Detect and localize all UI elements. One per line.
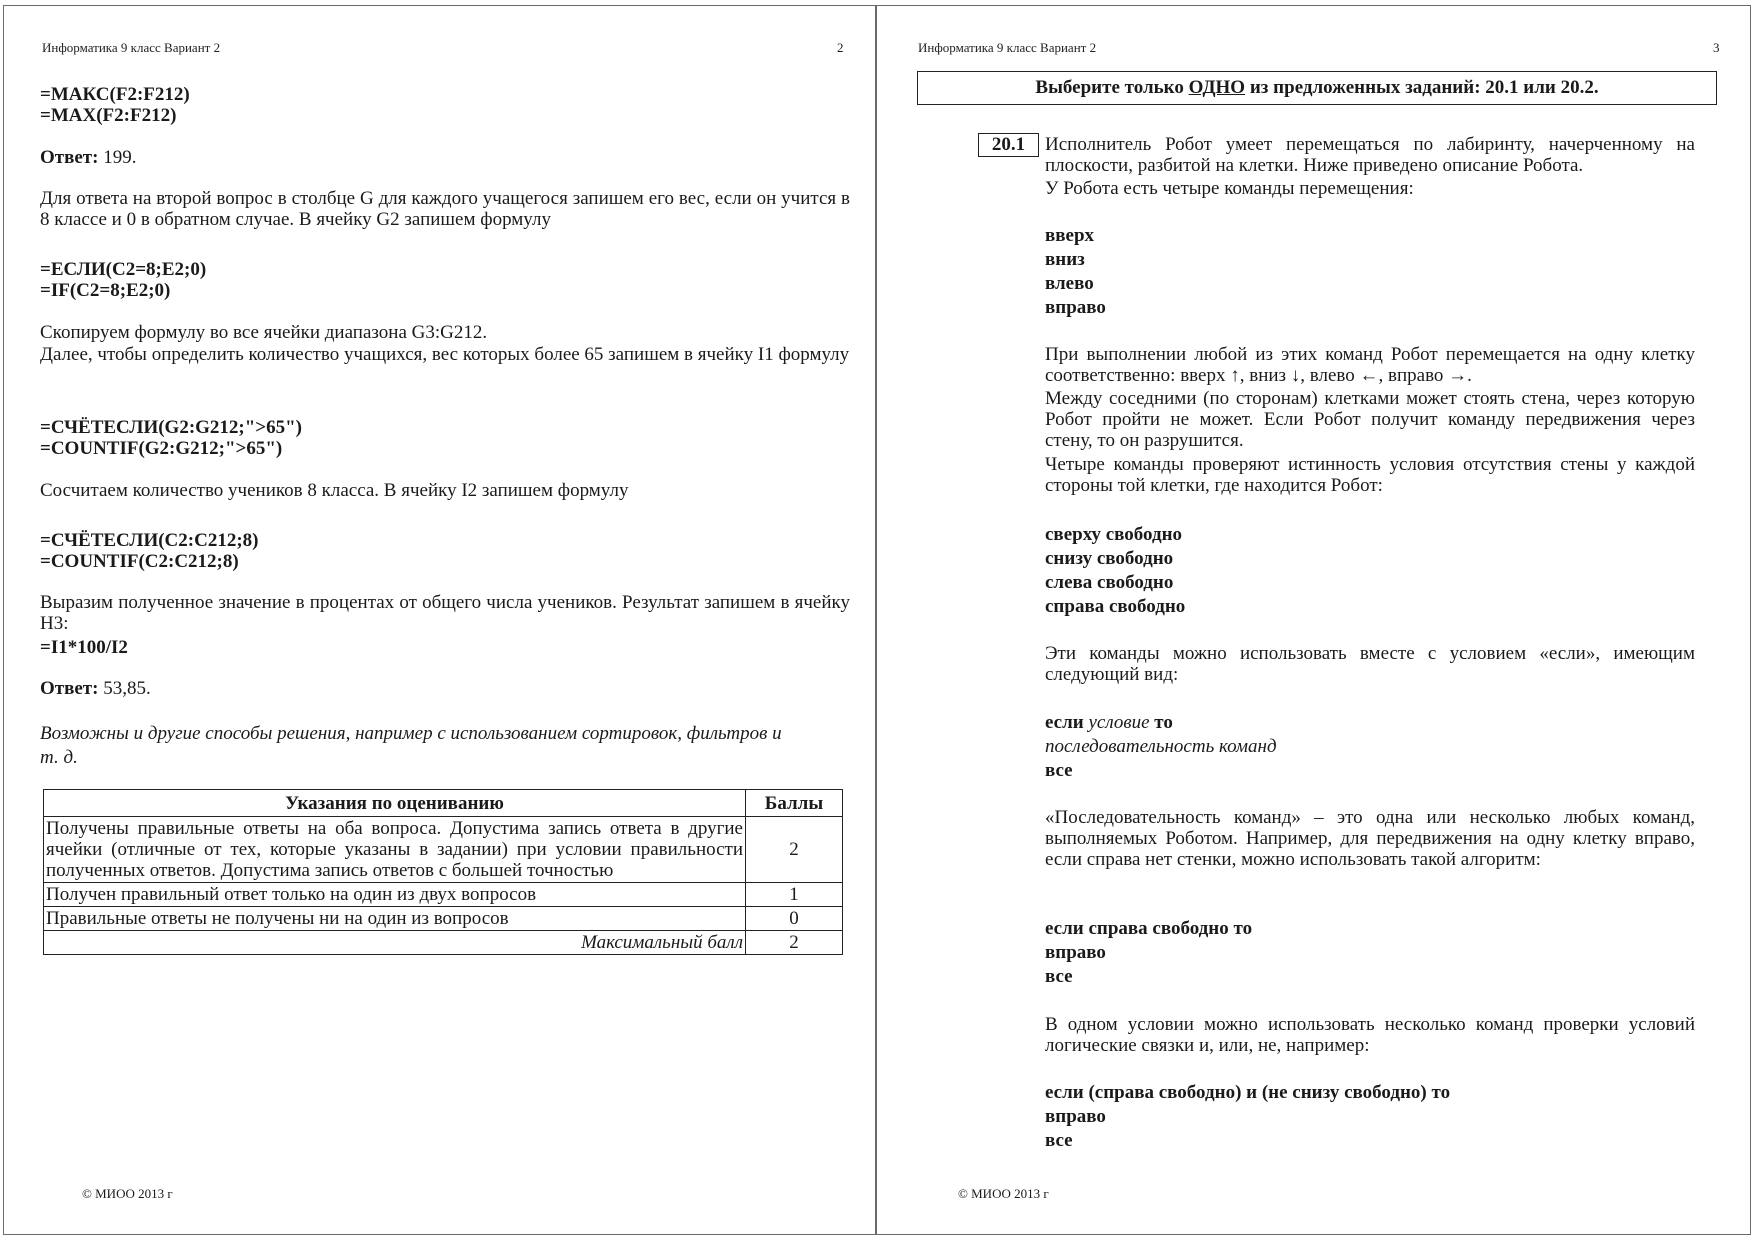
command-down: вниз: [1045, 249, 1085, 270]
points-cell: 1: [746, 883, 843, 907]
paragraph-g-column: Для ответа на второй вопрос в столбце G для каждого учащегося запишем его вес, если он учится в 8 классе и 0 в обратном случае. В ячейку G2 запишем формулу: [40, 188, 850, 230]
page-number: 3: [1713, 40, 1720, 55]
table-max-row: [44, 931, 843, 955]
criteria-cell: Получен правильный ответ только на один из двух вопросов: [44, 883, 746, 907]
command-left: влево: [1045, 273, 1094, 294]
grading-table: [43, 789, 843, 955]
page-header: Информатика 9 класс Вариант 2: [42, 40, 221, 55]
formula-countif-weight: =СЧЁТЕСЛИ(G2:G212;">65") =COUNTIF(G2:G212;">65"): [40, 417, 303, 459]
table-row: [44, 817, 843, 883]
command-right: вправо: [1045, 297, 1106, 318]
paragraph-if: Эти команды можно использовать вместе с условием «если», имеющим следующий вид:: [1045, 643, 1695, 685]
page-number: 2: [837, 40, 844, 55]
criteria-cell: Получены правильные ответы на оба вопроса. Допустима запись ответа в другие ячейки (отличные от тех, которые указаны в задании) при условии правильности полученных ответов. Допустима запись ответов с большей точностью: [44, 817, 746, 883]
choose-task-banner: Выберите только ОДНО из предложенных заданий: 20.1 или 20.2.: [917, 71, 1717, 105]
formula-if: =ЕСЛИ(C2=8;E2;0) =IF(C2=8;E2;0): [40, 259, 207, 301]
paragraph-wall: Между соседними (по сторонам) клетками может стоять стена, через которую Робот пройти не может. Если Робот получит команду передвижения через стену, то он разрушится.: [1045, 388, 1695, 451]
paragraph-move: При выполнении любой из этих команд Робот перемещается на одну клетку соответственно: вверх ↑, вниз ↓, влево ←, вправо →.: [1045, 344, 1695, 386]
paragraph-check: Четыре команды проверяют истинность условия отсутствия стены у каждой стороны той клетки, где находится Робот:: [1045, 454, 1695, 496]
paragraph-count: Далее, чтобы определить количество учащихся, вес которых более 65 запишем в ячейку I1 формулу: [40, 344, 850, 365]
task-number-box: 20.1: [978, 133, 1039, 157]
note-other-methods: Возможны и другие способы решения, например с использованием сортировок, фильтров и т. д.: [40, 723, 782, 768]
page-footer: © МИОО 2013 г: [958, 1186, 1049, 1201]
table-row: [44, 907, 843, 931]
example-1: если справа свободно то вправо все: [1045, 918, 1253, 987]
task-intro-2: У Робота есть четыре команды перемещения:: [1045, 178, 1414, 199]
paragraph-logic: В одном условии можно использовать несколько команд проверки условий логические связки и, или, не, например:: [1045, 1014, 1695, 1056]
move-commands: [1045, 224, 1106, 320]
criteria-cell: Правильные ответы не получены ни на один из вопросов: [44, 907, 746, 931]
answer-2: Ответ: 53,85.: [40, 678, 151, 699]
paragraph-sequence: «Последовательность команд» – это одна или несколько любых команд, выполняемых Роботом. Например, для передвижения на одну клетку вправо, если справа нет стенки, можно использовать такой алгоритм:: [1045, 807, 1695, 870]
points-cell: 2: [746, 817, 843, 883]
formula-percent: =I1*100/I2: [40, 637, 128, 658]
max-label-cell: Максимальный балл: [44, 931, 746, 955]
table-header-row: [44, 790, 843, 817]
header-criteria: Указания по оцениванию: [44, 790, 746, 817]
paragraph-students: Сосчитаем количество учеников 8 класса. В ячейку I2 запишем формулу: [40, 480, 629, 501]
formula-max: =МАКС(F2:F212) =MAX(F2:F212): [40, 84, 190, 126]
paragraph-copy: Скопируем формулу во все ячейки диапазона G3:G212.: [40, 322, 488, 343]
answer-1: Ответ: 199.: [40, 147, 137, 168]
example-2: если (справа свободно) и (не снизу свободно) то вправо все: [1045, 1082, 1451, 1151]
table-row: [44, 883, 843, 907]
page-footer: © МИОО 2013 г: [82, 1186, 173, 1201]
command-up: вверх: [1045, 225, 1095, 246]
left-page: [3, 5, 876, 1235]
if-syntax: если условие то последовательность команд все: [1045, 712, 1277, 781]
points-cell: 0: [746, 907, 843, 931]
check-commands: сверху свободно снизу свободно слева свободно справа свободно: [1045, 524, 1186, 617]
header-points: Баллы: [746, 790, 843, 817]
page-header: Информатика 9 класс Вариант 2: [918, 40, 1097, 55]
formula-countif-class: =СЧЁТЕСЛИ(C2:C212;8) =COUNTIF(C2:C212;8): [40, 530, 259, 572]
right-page: [876, 5, 1751, 1235]
max-points-cell: 2: [746, 931, 843, 955]
task-intro: Исполнитель Робот умеет перемещаться по лабиринту, начерченному на плоскости, разбитой на клетки. Ниже приведено описание Робота.: [1045, 134, 1695, 176]
paragraph-percent: Выразим полученное значение в процентах от общего числа учеников. Результат запишем в ячейку H3:: [40, 592, 850, 634]
